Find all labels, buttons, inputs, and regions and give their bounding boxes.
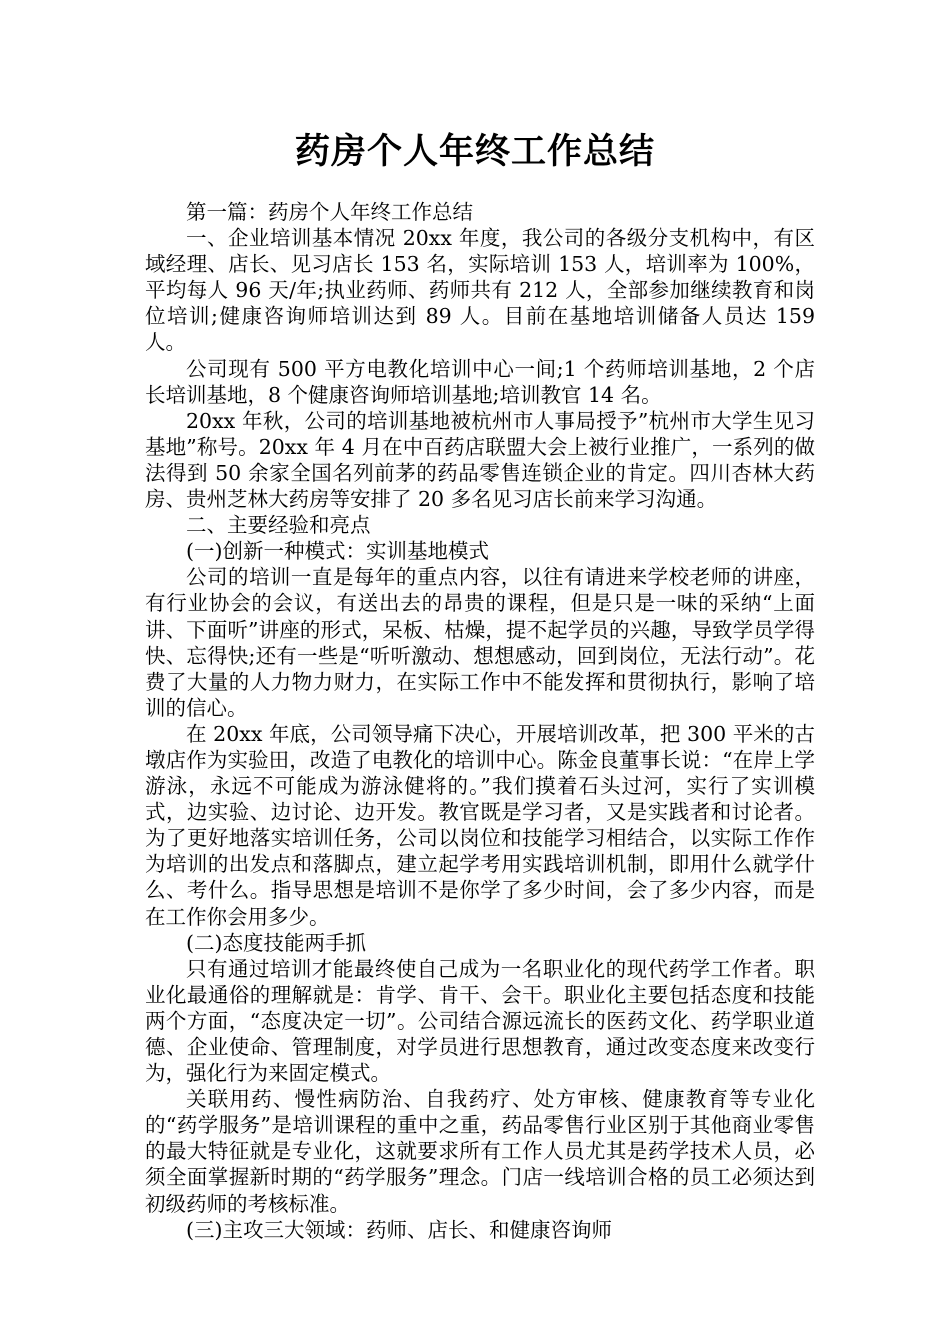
subsection-heading: (二)态度技能两手抓: [186, 930, 366, 955]
document-title: 药房个人年终工作总结: [294, 132, 655, 172]
section-heading: 二、主要经验和亮点: [186, 513, 371, 538]
body-paragraph: 在 20xx 年底，公司领导痛下决心，开展培训改革，把 300 平米的古墩店作为实验田，改造了电教化的培训中心。陈金良董事长说：“在岸上学游泳，永远不可能成为游泳健将的。”我们摸着石头过河，实行了实训模式，边实验、边讨论、边开发。教官既是学习者，又是实践者和讨论者。为了更好地落实培训任务，公司以岗位和技能学习相结合，以实际工作作为培训的出发点和落脚点，建立起学考用实践培训机制，即用什么就学什么、考什么。指导思想是培训不是你学了多少时间，会了多少内容，而是在工作你会用多少。: [145, 721, 815, 929]
body-paragraph: 公司的培训一直是每年的重点内容，以往有请进来学校老师的讲座，有行业协会的会议，有送出去的昂贵的课程，但是只是一味的采纳“上面讲、下面听”讲座的形式，呆板、枯燥，提不起学员的兴趣，导致学员学得快、忘得快;还有一些是“听听激动、想想感动，回到岗位，无法行动”。花费了大量的人力物力财力，在实际工作中不能发挥和贯彻执行，影响了培训的信心。: [145, 565, 815, 720]
body-paragraph: 只有通过培训才能最终使自己成为一名职业化的现代药学工作者。职业化最通俗的理解就是：肯学、肯干、会干。职业化主要包括态度和技能两个方面，“态度决定一切”。公司结合源远流长的医药文化、药学职业道德、企业使命、管理制度，对学员进行思想教育，通过改变态度来改变行为，强化行为来固定模式。: [145, 956, 815, 1086]
body-paragraph: 一、企业培训基本情况 20xx 年度，我公司的各级分支机构中，有区域经理、店长、见习店长 153 名，实际培训 153 人，培训率为 100%，平均每人 96 天/年;执业药师、药师共有 212 人，全部参加继续教育和岗位培训;健康咨询师培训达到 89 人。目前在基地培训储备人员达 159 人。: [145, 226, 815, 355]
body-paragraph: 关联用药、慢性病防治、自我药疗、处方审核、健康教育等专业化的“药学服务”是培训课程的重中之重，药品零售行业区别于其他商业零售的最大特征就是专业化，这就要求所有工作人员尤其是药学技术人员，必须全面掌握新时期的“药学服务”理念。门店一线培训合格的员工必须达到初级药师的考核标准。: [145, 1087, 815, 1216]
subsection-heading: (三)主攻三大领域：药师、店长、和健康咨询师: [186, 1217, 612, 1242]
document-body: [145, 199, 815, 1243]
body-paragraph: 20xx 年秋，公司的培训基地被杭州市人事局授予”杭州市大学生见习基地”称号。20xx 年 4 月在中百药店联盟大会上被行业推广，一系列的做法得到 50 余家全国名列前茅的药品零售连锁企业的肯定。四川杏林大药房、贵州芝林大药房等安排了 20 多名见习店长前来学习沟通。: [145, 408, 815, 512]
body-paragraph: 公司现有 500 平方电教化培训中心一间;1 个药师培训基地，2 个店长培训基地，8 个健康咨询师培训基地;培训教官 14 名。: [145, 356, 815, 407]
subsection-heading: (一)创新一种模式：实训基地模式: [186, 539, 489, 564]
section-heading: 第一篇：药房个人年终工作总结: [186, 200, 473, 224]
